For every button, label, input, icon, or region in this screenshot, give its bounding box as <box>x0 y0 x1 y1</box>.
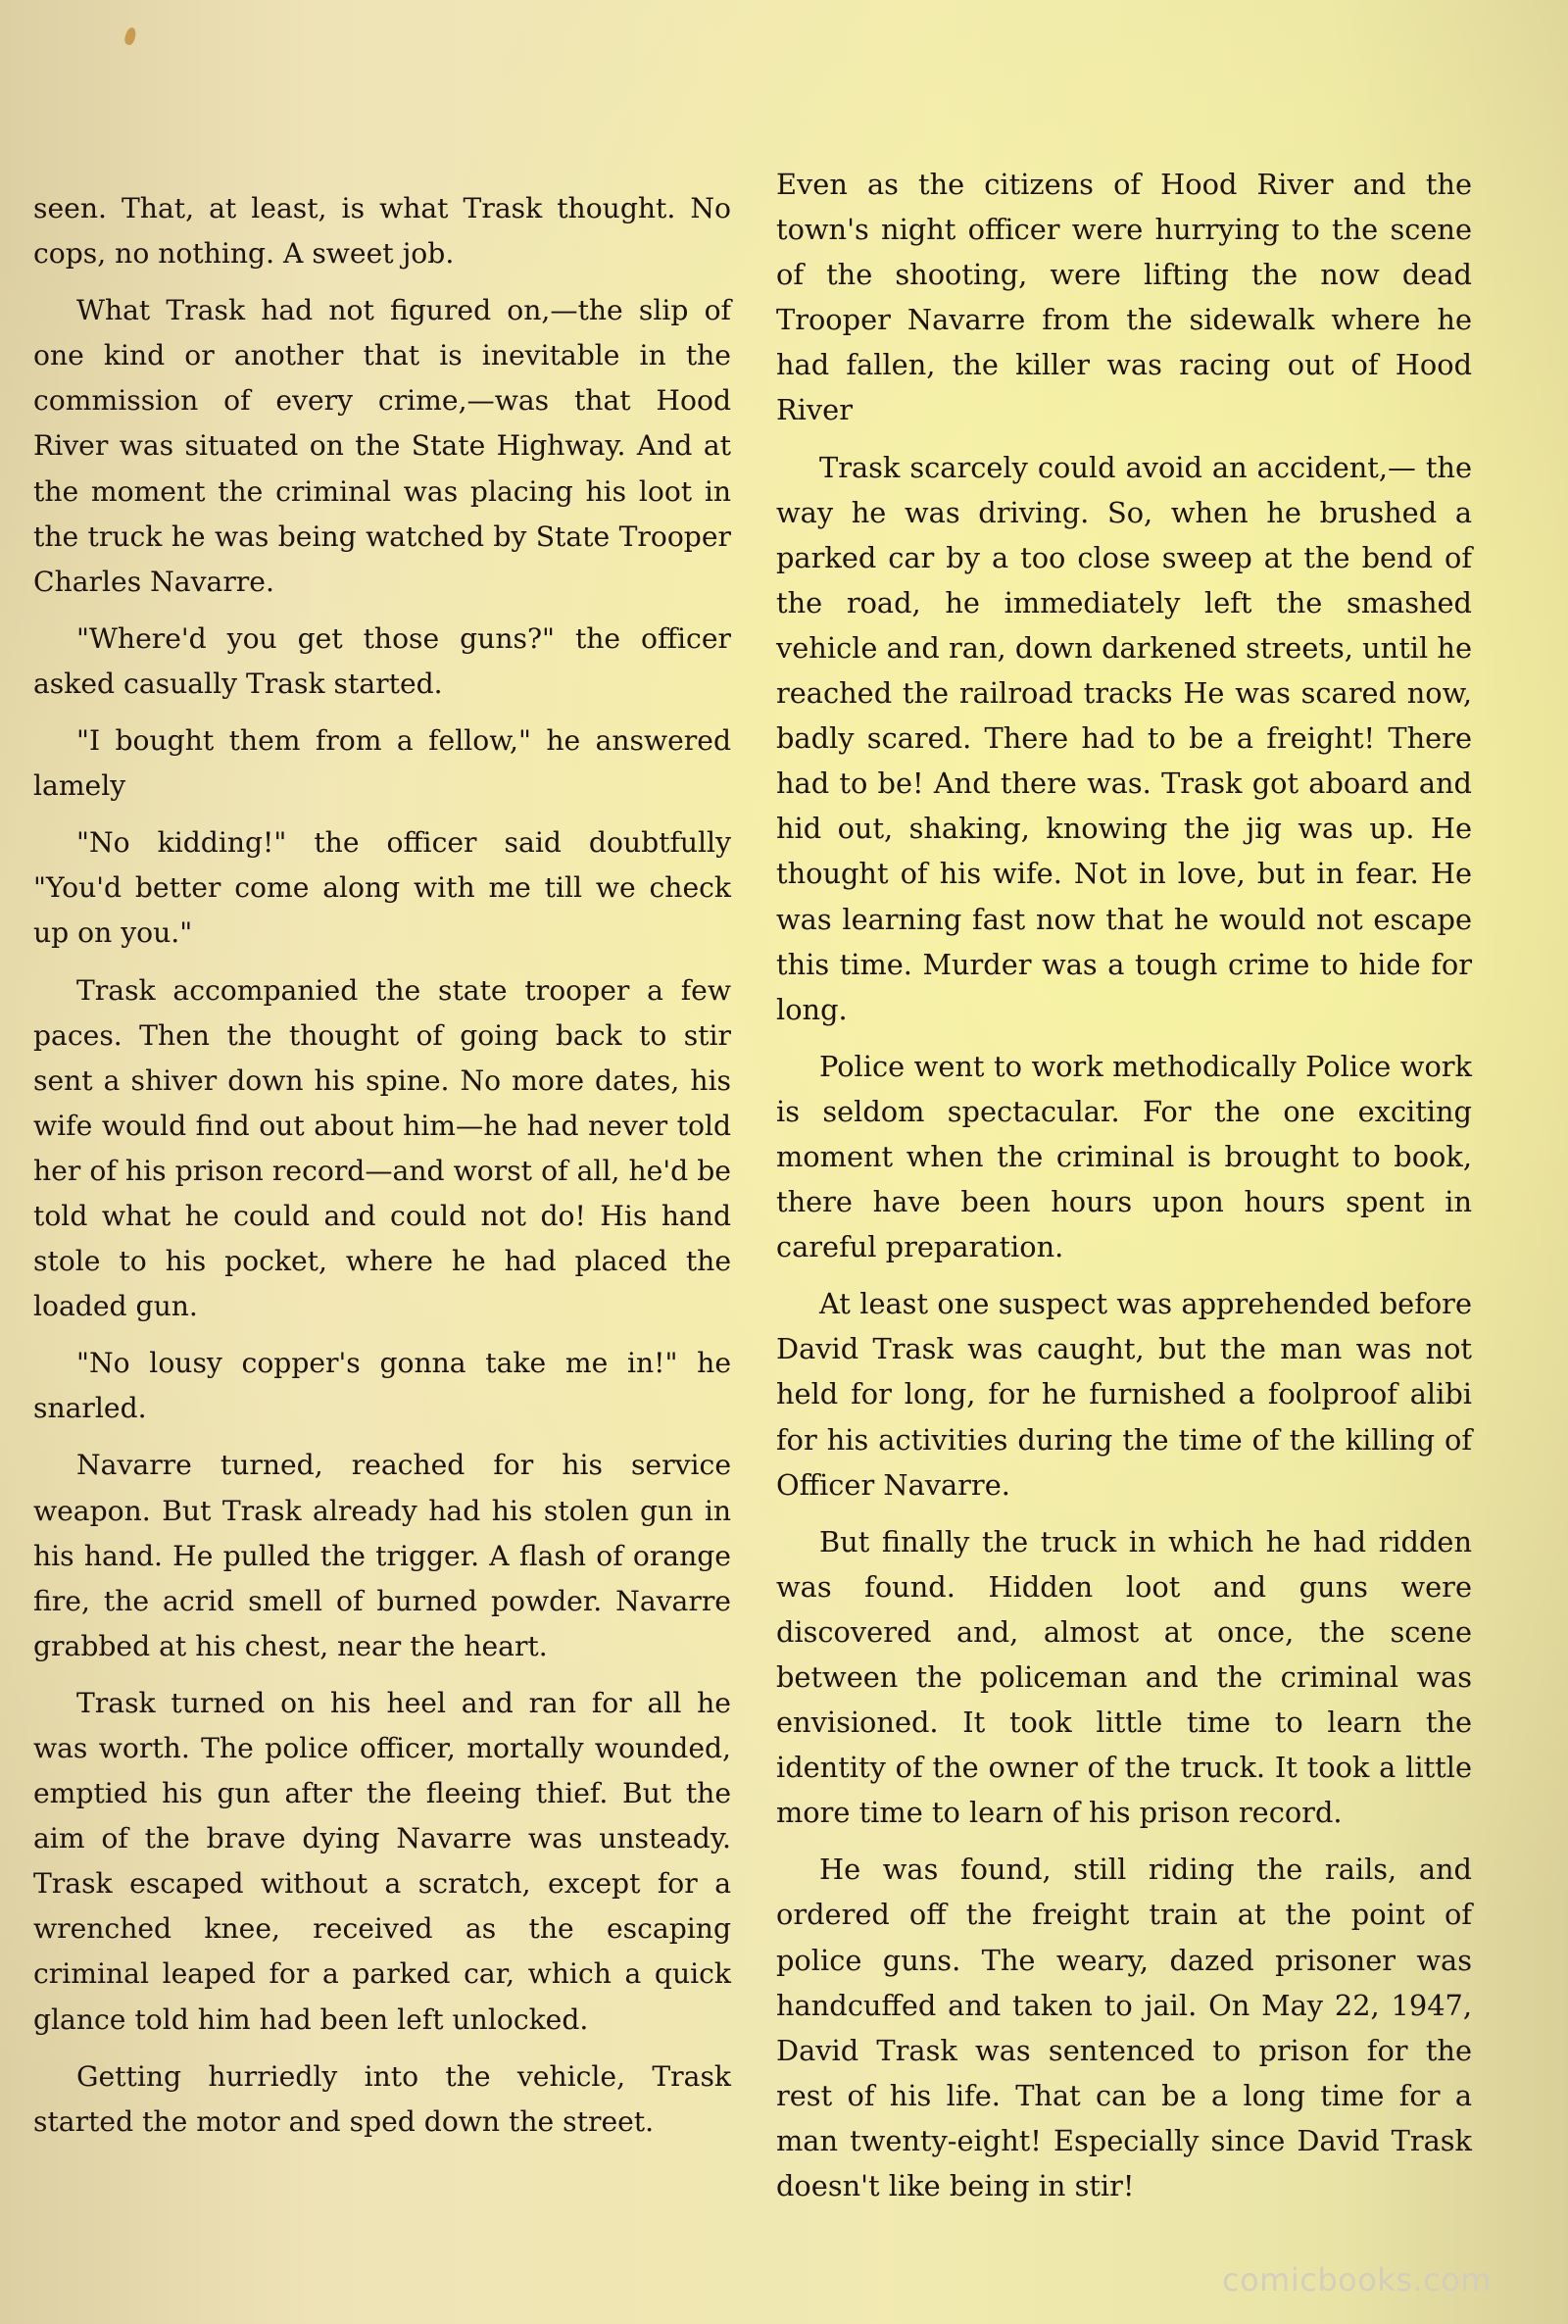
paragraph: Police went to work methodically Police work is seldom spectacular. For the one exciting moment when the criminal is brought to book, there have been hours upon hours spent in careful preparation. <box>776 1049 1472 1264</box>
paragraph: "No lousy copper's gonna take me in!" he snarled. <box>33 1347 731 1425</box>
paragraph: Navarre turned, reached for his service weapon. But Trask already had his stolen gun in his hand. He pulled the trigger. A flash of orange fire, the acrid smell of burned powder. Navarre grabbed at his chest, near the heart. <box>33 1449 731 1662</box>
paragraph: Trask accompanied the state trooper a few paces. Then the thought of going back to stir sent a shiver down his spine. No more dates, his wife would find out about him—he had never told her of his prison record—and worst of all, he'd be told what he could and could not do! His hand stole to his pocket, where he had placed the loaded gun. <box>33 973 731 1323</box>
paragraph: Trask turned on his heel and ran for all he was worth. The police officer, mortally wounded, emptied his gun after the fleeing thief. But the aim of the brave dying Navarre was unsteady. Trask escaped without a scratch, except for a wrenched knee, received as the escaping criminal leaped for a parked car, which a quick glance told him had been left unlocked. <box>33 1686 731 2036</box>
paragraph: Even as the citizens of Hood River and the town's night officer were hurrying to the scene of the shooting, were lifting the now dead Trooper Navarre from the sidewalk where he had fallen, the killer was racing out of Hood River <box>776 168 1472 427</box>
ink-blot <box>123 26 137 46</box>
site-watermark: comicbooks.com <box>1221 2261 1492 2299</box>
paragraph: He was found, still riding the rails, and ordered off the freight train at the point of police guns. The weary, dazed prisoner was handcuffed and taken to jail. On May 22, 1947, David Trask was sentenced to prison for the rest of his life. That can be a long time for a man twenty-eight! Especially since David Trask doesn't like being in stir! <box>776 1853 1472 2203</box>
paragraph: "I bought them from a fellow," he answered lamely <box>33 724 731 803</box>
paragraph: "Where'd you get those guns?" the officer asked casually Trask started. <box>33 621 731 700</box>
paragraph: At least one suspect was apprehended before David Trask was caught, but the man was not held for long, for he furnished a foolproof alibi for his activities during the time of the killing of Officer Navarre. <box>776 1287 1472 1502</box>
right-text-column <box>776 162 1472 2220</box>
paragraph: seen. That, at least, is what Trask thought. No cops, no nothing. A sweet job. <box>33 192 731 271</box>
paragraph: Trask scarcely could avoid an accident,— the way he was driving. So, when he brushed a parked car by a too close sweep at the bend of the road, he immediately left the smashed vehicle and ran, down darkened streets, until he reached the railroad tracks He was scared now, badly scared. There had to be a freight! There had to be! And there was. Trask got aboard and hid out, shaking, knowing the jig was up. He thought of his wife. Not in love, but in fear. He was learning fast now that he would not escape this time. Murder was a tough crime to hide for long. <box>776 450 1472 1026</box>
paragraph: What Trask had not figured on,—the slip of one kind or another that is inevitable in the commission of every crime,—was that Hood River was situated on the State Highway. And at the moment the criminal was placing his loot in the truck he was being watched by State Trooper Charles Navarre. <box>33 294 731 598</box>
left-text-column <box>33 186 731 2156</box>
paragraph: But finally the truck in which he had ridden was found. Hidden loot and guns were discovered and, almost at once, the scene between the policeman and the criminal was envisioned. It took little time to learn the identity of the owner of the truck. It took a little more time to learn of his prison record. <box>776 1524 1472 1830</box>
paragraph: "No kidding!" the officer said doubtfully "You'd better come along with me till we check up on you." <box>33 826 731 950</box>
paragraph: Getting hurriedly into the vehicle, Trask started the motor and sped down the street. <box>33 2059 731 2138</box>
